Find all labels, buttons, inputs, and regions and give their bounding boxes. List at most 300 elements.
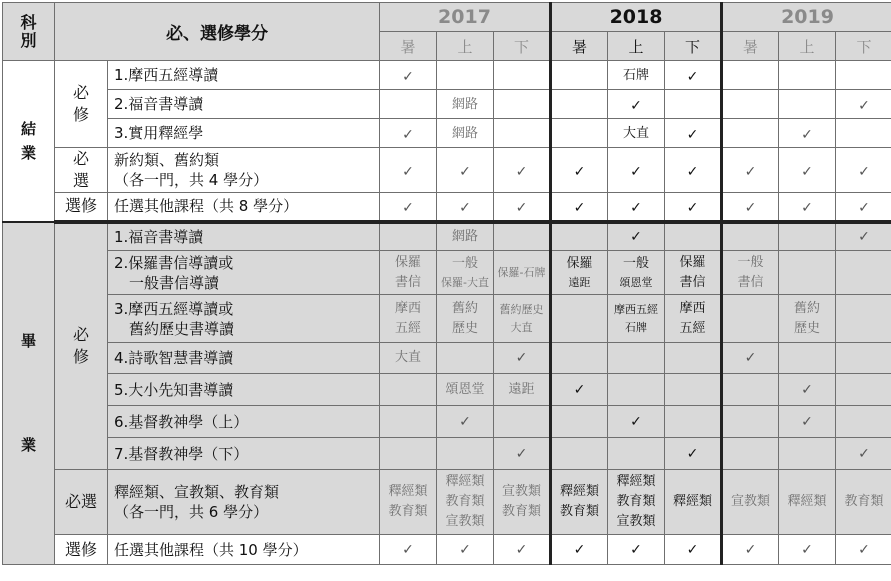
check-icon: ✓ [459,163,471,180]
check-icon: ✓ [459,413,471,430]
check-icon: ✓ [686,445,699,462]
term-cell [494,90,551,119]
term-cell [494,295,551,343]
check-icon: ✓ [858,97,870,114]
check-icon-cell [437,193,494,222]
check-icon: ✓ [801,381,813,398]
course-name [108,90,380,119]
course-line: 3.實用釋經學 [114,124,204,142]
check-icon-cell [779,119,836,148]
course-line: 2.保羅書信導讀或 [114,253,234,272]
course-line: 1.摩西五經導讀 [114,66,219,84]
cell-text: 釋經類 [787,494,827,509]
cell-text: 宣教類 [731,494,771,509]
course-name [108,295,380,343]
term-cell [608,343,665,374]
page-title: 必、選修學分 [166,24,268,44]
check-icon: ✓ [744,199,757,216]
category-char: 修 [72,347,89,367]
course-name [108,222,380,251]
term-cell [437,90,494,119]
year-header-1 [551,3,722,32]
course-name [108,470,380,535]
check-icon: ✓ [858,541,870,558]
term-cell [494,374,551,406]
term-cell [836,470,891,535]
check-icon-cell [608,193,665,222]
check-icon-cell [779,148,836,193]
section-char: 結 [20,119,36,138]
check-icon-cell [779,374,836,406]
year-header-0 [380,3,551,32]
term-cell [437,295,494,343]
term-cell [494,119,551,148]
term-cell [836,343,891,374]
check-icon-cell [779,535,836,565]
check-icon: ✓ [515,541,528,558]
check-icon-cell [494,193,551,222]
cell-text: 摩西五經 [614,302,658,316]
term-cell [551,90,608,119]
check-icon-cell [437,148,494,193]
term-cell [665,222,722,251]
check-icon-cell [551,374,608,406]
cell-text: 歷史 [794,320,821,336]
course-name [108,119,380,148]
check-icon: ✓ [801,199,813,216]
cell-text: 書信 [394,274,421,290]
cell-text: 教育類 [445,494,485,509]
check-icon-cell [608,90,665,119]
category-required [55,61,108,148]
term-cell [608,295,665,343]
course-line: 舊約歷史書導讀 [114,319,235,338]
term-cell [551,119,608,148]
check-icon: ✓ [515,445,528,462]
term-cell [779,222,836,251]
category-char: 必 [72,149,89,168]
cell-text: 保羅-石牌 [497,265,546,279]
term-label: 下 [856,37,872,56]
check-icon-cell [437,535,494,565]
term-cell [437,222,494,251]
check-icon: ✓ [402,126,414,143]
term-cell [380,90,437,119]
term-cell [665,295,722,343]
cell-text: 宣教類 [616,514,656,529]
check-icon-cell [836,535,891,565]
check-icon: ✓ [402,68,414,85]
check-icon: ✓ [573,199,586,216]
course-line: 2.福音書導讀 [114,95,204,113]
check-icon: ✓ [858,199,870,216]
cell-text: 一般 [737,254,764,270]
term-cell [494,222,551,251]
term-cell [494,470,551,535]
cell-text: 網路 [451,228,478,244]
term-cell [836,374,891,406]
term-cell [380,295,437,343]
category-required [55,222,108,470]
check-icon-cell [722,148,779,193]
term-header [665,32,722,61]
check-icon-cell [665,61,722,90]
check-icon: ✓ [686,541,699,558]
term-cell [380,438,437,470]
term-cell [722,251,779,295]
check-icon: ✓ [573,381,586,398]
term-cell [551,406,608,438]
cell-text: 釋經類 [673,494,713,509]
check-icon-cell [722,535,779,565]
term-cell [665,90,722,119]
term-cell [836,61,891,90]
category-char: 必 [72,325,89,345]
term-label: 上 [457,37,473,56]
term-cell [608,119,665,148]
check-icon-cell [608,535,665,565]
category-label: 必選 [64,492,97,511]
check-icon-cell [665,148,722,193]
check-icon: ✓ [858,445,870,462]
term-header [722,32,779,61]
check-icon: ✓ [744,541,757,558]
check-icon-cell [380,148,437,193]
check-icon-cell [722,343,779,374]
term-cell [551,251,608,295]
check-icon-cell [494,343,551,374]
check-icon: ✓ [630,541,642,558]
check-icon-cell [437,406,494,438]
check-icon-cell [665,193,722,222]
check-icon: ✓ [686,163,699,180]
category-optional [55,193,108,222]
kemu-char: 科 [20,12,37,32]
cell-text: 網路 [451,126,478,141]
check-icon-cell [779,406,836,438]
cell-text: 網路 [451,97,478,112]
check-icon-cell [836,148,891,193]
check-icon-cell [551,535,608,565]
term-header [437,32,494,61]
cell-text: 一般 [451,255,478,271]
term-cell [722,374,779,406]
course-line: 1.福音書導讀 [114,227,204,246]
course-line: （各一門，共 4 學分） [114,171,269,189]
cell-text: 釋經類 [445,474,485,489]
check-icon: ✓ [801,126,813,143]
term-cell [437,119,494,148]
check-icon: ✓ [630,413,642,430]
term-cell [437,251,494,295]
term-cell [779,343,836,374]
section-char: 業 [20,436,36,455]
check-icon: ✓ [744,350,757,366]
year-label: 2018 [609,6,663,28]
cell-text: 頌恩堂 [445,381,485,397]
term-cell [665,470,722,535]
term-cell [380,470,437,535]
check-icon: ✓ [801,163,813,180]
term-label: 暑 [400,37,416,56]
term-cell [494,406,551,438]
course-name [108,193,380,222]
section-char: 畢 [20,332,36,351]
credit-requirements-table [2,2,888,578]
term-cell [551,61,608,90]
term-cell [551,343,608,374]
course-line: 釋經類、宣教類、教育類 [114,483,280,501]
check-icon-cell [494,535,551,565]
term-cell [779,295,836,343]
term-header [836,32,891,61]
category-elective-required [55,470,108,535]
check-icon-cell [608,406,665,438]
cell-text: 五經 [394,320,421,336]
cell-text: 保羅-大直 [441,275,489,289]
check-icon-cell [779,193,836,222]
category-label: 選修 [64,196,97,216]
term-cell [779,251,836,295]
cell-text: 書信 [679,274,706,290]
course-line: （各一門，共 6 學分） [114,503,269,521]
cell-text: 大直 [622,126,649,141]
check-icon-cell [665,535,722,565]
course-name [108,374,380,406]
cell-text: 釋經類 [559,484,599,499]
cell-text: 遠距 [508,381,535,397]
term-cell [779,470,836,535]
section-graduation [3,61,55,222]
category-label: 選修 [64,539,97,559]
term-cell [665,374,722,406]
check-icon-cell [836,193,891,222]
cell-text: 石牌 [625,320,647,334]
check-icon: ✓ [402,199,414,216]
check-icon: ✓ [515,350,528,366]
term-cell [437,438,494,470]
term-cell [551,295,608,343]
check-icon: ✓ [459,199,471,216]
term-cell [380,374,437,406]
check-icon-cell [722,193,779,222]
term-cell [722,406,779,438]
cell-text: 釋經類 [388,484,428,499]
course-name [108,61,380,90]
term-cell [779,438,836,470]
term-cell [722,90,779,119]
cell-text: 教育類 [616,494,656,509]
cell-text: 頌恩堂 [619,275,653,289]
cell-text: 保羅 [394,254,421,270]
term-cell [551,470,608,535]
category-char: 必 [72,83,89,102]
check-icon: ✓ [573,541,586,558]
year-header-2 [722,3,891,32]
cell-text: 教育類 [559,504,599,519]
check-icon: ✓ [686,199,699,216]
category-char: 選 [72,171,89,190]
course-line: 3.摩西五經導讀或 [114,299,234,318]
course-name [108,251,380,295]
check-icon: ✓ [744,163,757,180]
cell-text: 五經 [679,320,706,336]
cell-text: 釋經類 [616,474,656,489]
check-icon: ✓ [858,163,870,180]
term-cell [494,251,551,295]
check-icon: ✓ [515,163,528,180]
course-line: 5.大小先知書導讀 [114,380,234,399]
term-cell [836,406,891,438]
term-cell [722,222,779,251]
term-cell [836,295,891,343]
cell-text: 保羅 [679,254,706,270]
check-icon-cell [380,119,437,148]
cell-text: 教育類 [501,504,541,519]
term-cell [722,295,779,343]
course-name [108,535,380,565]
check-icon-cell [836,438,891,470]
cell-text: 舊約歷史 [499,302,544,316]
course-line: 7.基督教神學（下） [114,444,249,463]
cell-text: 教育類 [388,504,428,519]
term-cell [779,61,836,90]
term-cell [722,61,779,90]
term-cell [665,251,722,295]
course-line: 任選其他課程（共 10 學分） [114,540,308,559]
check-icon: ✓ [573,163,586,180]
cell-text: 保羅 [566,255,593,271]
check-icon-cell [665,119,722,148]
header-kemu [3,3,55,61]
check-icon: ✓ [630,163,642,180]
term-cell [665,343,722,374]
term-label: 暑 [743,37,759,56]
term-cell [779,90,836,119]
cell-text: 摩西 [679,300,706,316]
term-cell [608,438,665,470]
check-icon: ✓ [630,228,642,245]
check-icon-cell [380,193,437,222]
term-cell [722,470,779,535]
term-cell [380,406,437,438]
term-cell [836,251,891,295]
term-label: 上 [799,37,815,56]
term-cell [836,119,891,148]
check-icon-cell [551,148,608,193]
term-cell [551,438,608,470]
check-icon-cell [380,61,437,90]
check-icon-cell [665,438,722,470]
category-char: 修 [72,105,89,124]
term-cell [437,374,494,406]
category-optional [55,535,108,565]
header-title [55,3,380,61]
term-header [494,32,551,61]
check-icon: ✓ [686,126,699,143]
term-cell [608,251,665,295]
course-name [108,148,380,193]
course-name [108,438,380,470]
term-cell [380,222,437,251]
cell-text: 舊約 [794,300,821,316]
term-cell [380,343,437,374]
cell-text: 歷史 [451,320,478,336]
term-label: 上 [628,37,644,56]
course-name [108,343,380,374]
check-icon: ✓ [801,541,813,558]
cell-text: 一般 [622,255,649,271]
course-line: 任選其他課程（共 8 學分） [114,197,299,216]
cell-text: 舊約 [451,300,478,316]
check-icon-cell [836,222,891,251]
check-icon-cell [836,90,891,119]
spacer [3,353,54,433]
year-label: 2017 [438,6,491,28]
cell-text: 大直 [394,350,421,365]
term-label: 下 [513,37,529,56]
term-cell [494,61,551,90]
term-cell [437,343,494,374]
term-header [551,32,608,61]
term-header [380,32,437,61]
term-cell [608,374,665,406]
check-icon: ✓ [630,199,642,216]
section-char: 業 [20,143,36,162]
term-cell [722,438,779,470]
check-icon: ✓ [402,163,414,180]
term-cell [437,61,494,90]
section-completion [3,222,55,565]
check-icon-cell [551,193,608,222]
category-elective-required [55,148,108,193]
check-icon: ✓ [801,413,813,430]
course-line: 4.詩歌智慧書導讀 [114,349,234,367]
term-header [608,32,665,61]
check-icon-cell [608,148,665,193]
course-line: 一般書信導讀 [114,273,220,292]
term-header [779,32,836,61]
term-cell [608,470,665,535]
cell-text: 宣教類 [445,514,485,529]
check-icon-cell [608,222,665,251]
check-icon: ✓ [686,68,699,85]
check-icon-cell [494,148,551,193]
course-name [108,406,380,438]
check-icon: ✓ [459,541,471,558]
term-cell [665,406,722,438]
term-cell [608,61,665,90]
check-icon: ✓ [858,228,870,245]
cell-text: 摩西 [394,300,421,316]
course-line: 6.基督教神學（上） [114,412,249,431]
term-cell [551,222,608,251]
term-cell [437,470,494,535]
check-icon-cell [494,438,551,470]
course-line: 新約類、舊約類 [114,151,220,169]
cell-text: 宣教類 [501,484,541,499]
check-icon: ✓ [630,97,642,114]
year-label: 2019 [781,6,834,28]
cell-text: 書信 [737,274,764,290]
check-icon-cell [380,535,437,565]
term-label: 下 [685,37,701,56]
term-cell [380,251,437,295]
term-label: 暑 [571,37,587,56]
term-cell [722,119,779,148]
check-icon: ✓ [515,199,528,216]
cell-text: 大直 [510,320,533,334]
